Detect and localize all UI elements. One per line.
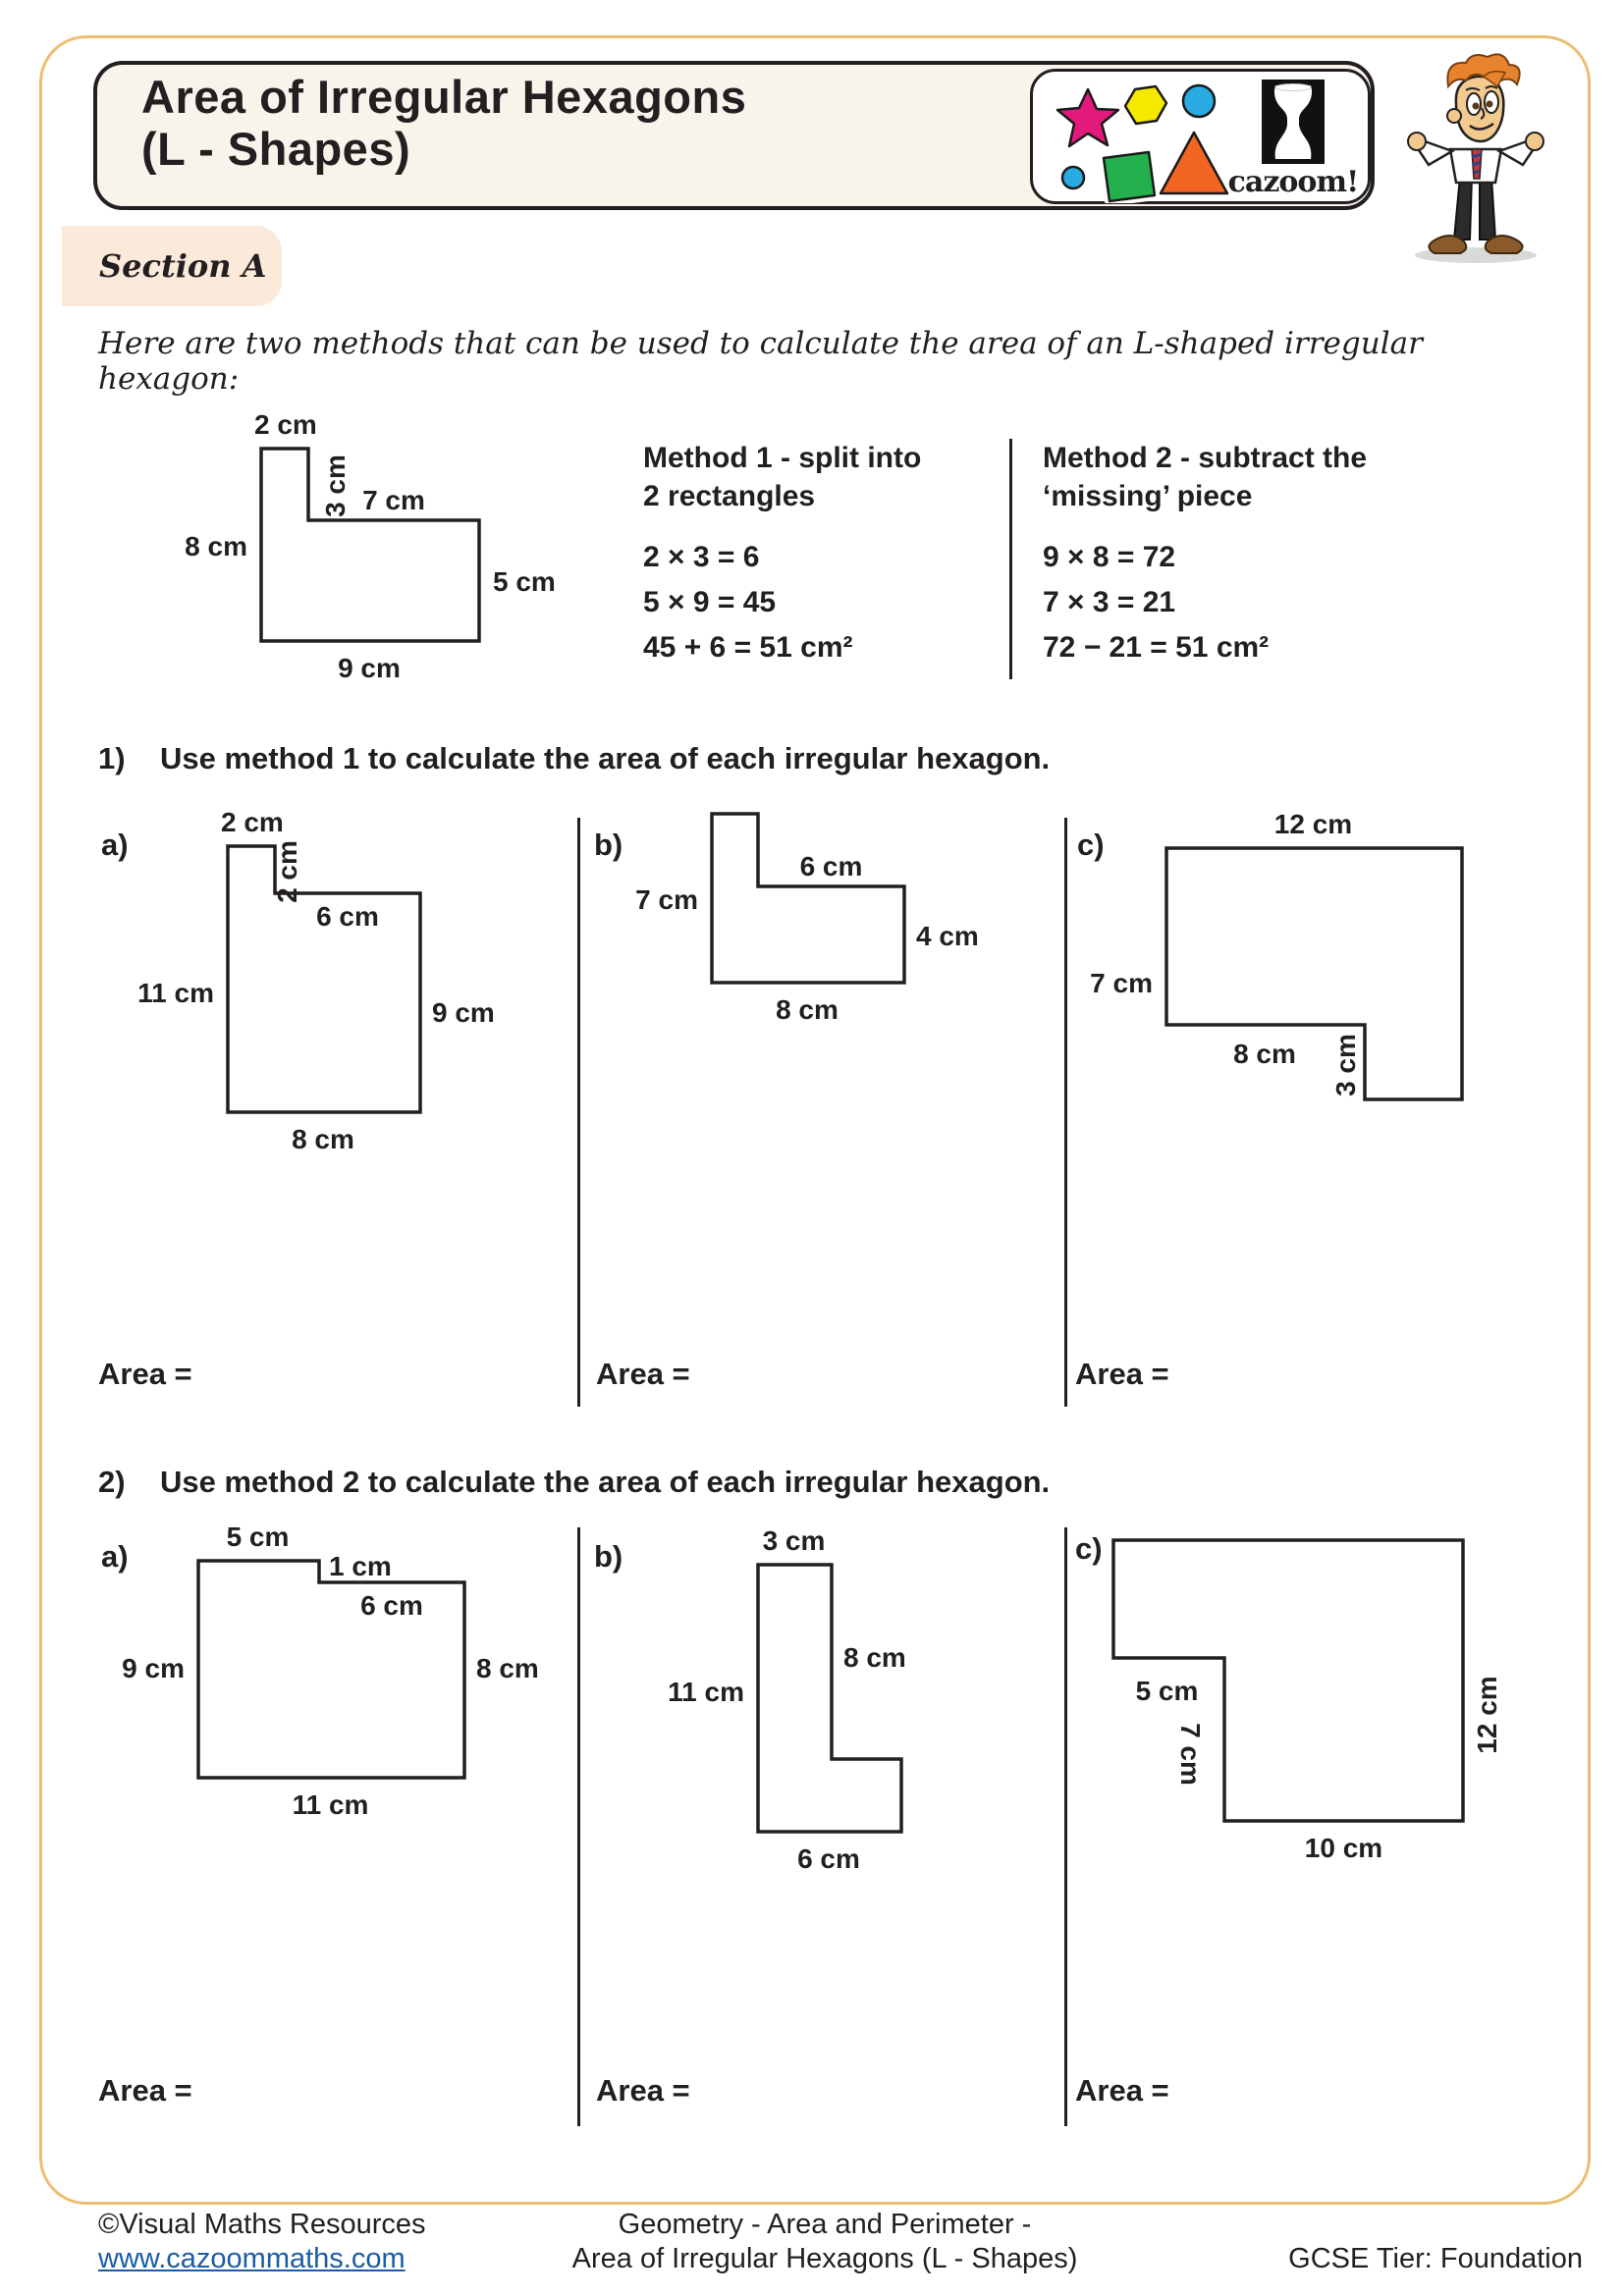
- q1a-dim-top: 2 cm: [221, 807, 284, 837]
- q2a-dim-left: 9 cm: [122, 1653, 185, 1683]
- intro-text: Here are two methods that can be used to calculate the area of an L-shaped irregular hexagon:: [98, 326, 1423, 397]
- page-title-line1: Area of Irregular Hexagons: [141, 71, 747, 123]
- example-dim-right: 5 cm: [493, 566, 556, 597]
- q1a-label: a): [101, 828, 129, 862]
- q1c-dim-top: 12 cm: [1273, 809, 1353, 839]
- q2a-area-label: Area =: [98, 2073, 192, 2108]
- q2c-dim-inner-h: 5 cm: [1135, 1676, 1199, 1706]
- q2a-dim-right: 8 cm: [476, 1653, 539, 1683]
- q1b-dim-bottom: 8 cm: [776, 994, 839, 1025]
- q1c-dim-inner-v: 3 cm: [1330, 1034, 1361, 1096]
- q2c-area-label: Area =: [1075, 2073, 1169, 2108]
- q2b-label: b): [594, 1539, 623, 1574]
- q1c-area-label: Area =: [1075, 1357, 1169, 1391]
- example-divider: [1009, 439, 1012, 679]
- mascot-character: [1389, 47, 1561, 268]
- q1a-dim-right: 9 cm: [432, 997, 495, 1028]
- q2a-label: a): [101, 1539, 129, 1574]
- star-icon: [1057, 89, 1118, 146]
- page-title-line2: (L - Shapes): [141, 123, 411, 175]
- q1b-area-label: Area =: [596, 1357, 690, 1391]
- small-circle-icon: [1062, 167, 1084, 188]
- cazoom-drum-icon: [1262, 80, 1325, 164]
- q1-divider-2: [1064, 818, 1067, 1407]
- q2c-label: c): [1075, 1531, 1103, 1566]
- q1a-dim-bottom: 8 cm: [292, 1124, 354, 1154]
- example-dim-top: 2 cm: [254, 409, 317, 440]
- example-shape: [185, 409, 556, 683]
- method1-title: Method 1 - split into 2 rectangles: [643, 442, 922, 512]
- q2-divider-2: [1064, 1527, 1067, 2126]
- q1c-shape: [1090, 809, 1464, 1101]
- q2a-dim-bottom: 11 cm: [292, 1789, 369, 1820]
- q2b-shape: [668, 1525, 906, 1874]
- footer-website-link[interactable]: www.cazoommaths.com: [98, 2243, 406, 2274]
- hexagon-icon: [1125, 86, 1166, 124]
- q2c-dim-inner-v: 7 cm: [1175, 1723, 1206, 1786]
- method2-working: 9 × 8 = 72 7 × 3 = 21 72 − 21 = 51 cm²: [1043, 541, 1270, 664]
- example-dim-left: 8 cm: [185, 531, 247, 561]
- q2c-shape: [1111, 1538, 1502, 1863]
- q2a-dim-step: 1 cm: [329, 1551, 392, 1581]
- q1b-dim-inner: 6 cm: [799, 851, 863, 881]
- q1a-area-label: Area =: [98, 1357, 192, 1391]
- method1-working: 2 × 3 = 6 5 × 9 = 45 45 + 6 = 51 cm²: [643, 541, 853, 664]
- q1c-dim-inner-h: 8 cm: [1233, 1039, 1296, 1069]
- square-icon: [1104, 152, 1155, 201]
- footer-topic-line1: Geometry - Area and Perimeter -: [618, 2209, 1032, 2240]
- q1b-shape: [635, 812, 979, 1025]
- q1b-dim-right: 4 cm: [916, 921, 979, 951]
- example-dim-notch: 3 cm: [320, 454, 351, 517]
- q2-prompt: Use method 2 to calculate the area of each irregular hexagon.: [160, 1465, 1051, 1499]
- q2b-dim-left: 11 cm: [668, 1677, 744, 1707]
- q2a-dim-inner: 6 cm: [360, 1590, 423, 1621]
- q1-divider-1: [577, 818, 580, 1407]
- q2-number: 2): [98, 1465, 126, 1499]
- q1a-dim-left: 11 cm: [137, 978, 214, 1008]
- section-label-pill: [62, 226, 282, 306]
- q2b-dim-bottom: 6 cm: [797, 1843, 860, 1874]
- method2-title: Method 2 - subtract the ‘missing’ piece: [1043, 442, 1368, 512]
- footer-copyright: ©Visual Maths Resources: [98, 2209, 426, 2240]
- logo-badge: [1030, 69, 1371, 204]
- example-dim-inner-top: 7 cm: [362, 485, 425, 515]
- q2b-dim-top: 3 cm: [762, 1525, 826, 1556]
- header: [93, 61, 1375, 210]
- q1a-dim-step: 2 cm: [272, 840, 302, 903]
- q1b-dim-left: 7 cm: [635, 884, 698, 915]
- q2b-dim-right: 8 cm: [843, 1642, 906, 1673]
- q1a-dim-inner: 6 cm: [316, 901, 379, 932]
- q2c-dim-right: 12 cm: [1472, 1676, 1502, 1754]
- brand-wordmark: cazoom!: [1227, 165, 1359, 199]
- q2a-dim-top: 5 cm: [226, 1522, 290, 1552]
- shapes-cluster-icon: [1047, 74, 1243, 203]
- q2a-shape: [122, 1522, 539, 1820]
- q2b-area-label: Area =: [596, 2073, 690, 2108]
- q1c-label: c): [1077, 828, 1105, 862]
- circle-icon: [1183, 85, 1215, 117]
- q1b-label: b): [594, 828, 623, 862]
- q2-divider-1: [577, 1527, 580, 2126]
- footer-tier: GCSE Tier: Foundation: [1288, 2243, 1583, 2274]
- page-title: [141, 71, 746, 175]
- example-dim-bottom: 9 cm: [338, 653, 401, 683]
- q1a-shape: [137, 807, 495, 1154]
- q1-prompt: Use method 1 to calculate the area of each irregular hexagon.: [160, 741, 1051, 775]
- section-label: Section A: [99, 247, 267, 285]
- q1-number: 1): [98, 741, 126, 775]
- triangle-icon: [1161, 133, 1227, 193]
- q2c-dim-bottom: 10 cm: [1304, 1833, 1383, 1863]
- footer-topic-line2: Area of Irregular Hexagons (L - Shapes): [571, 2243, 1078, 2274]
- q1c-dim-left: 7 cm: [1090, 968, 1153, 998]
